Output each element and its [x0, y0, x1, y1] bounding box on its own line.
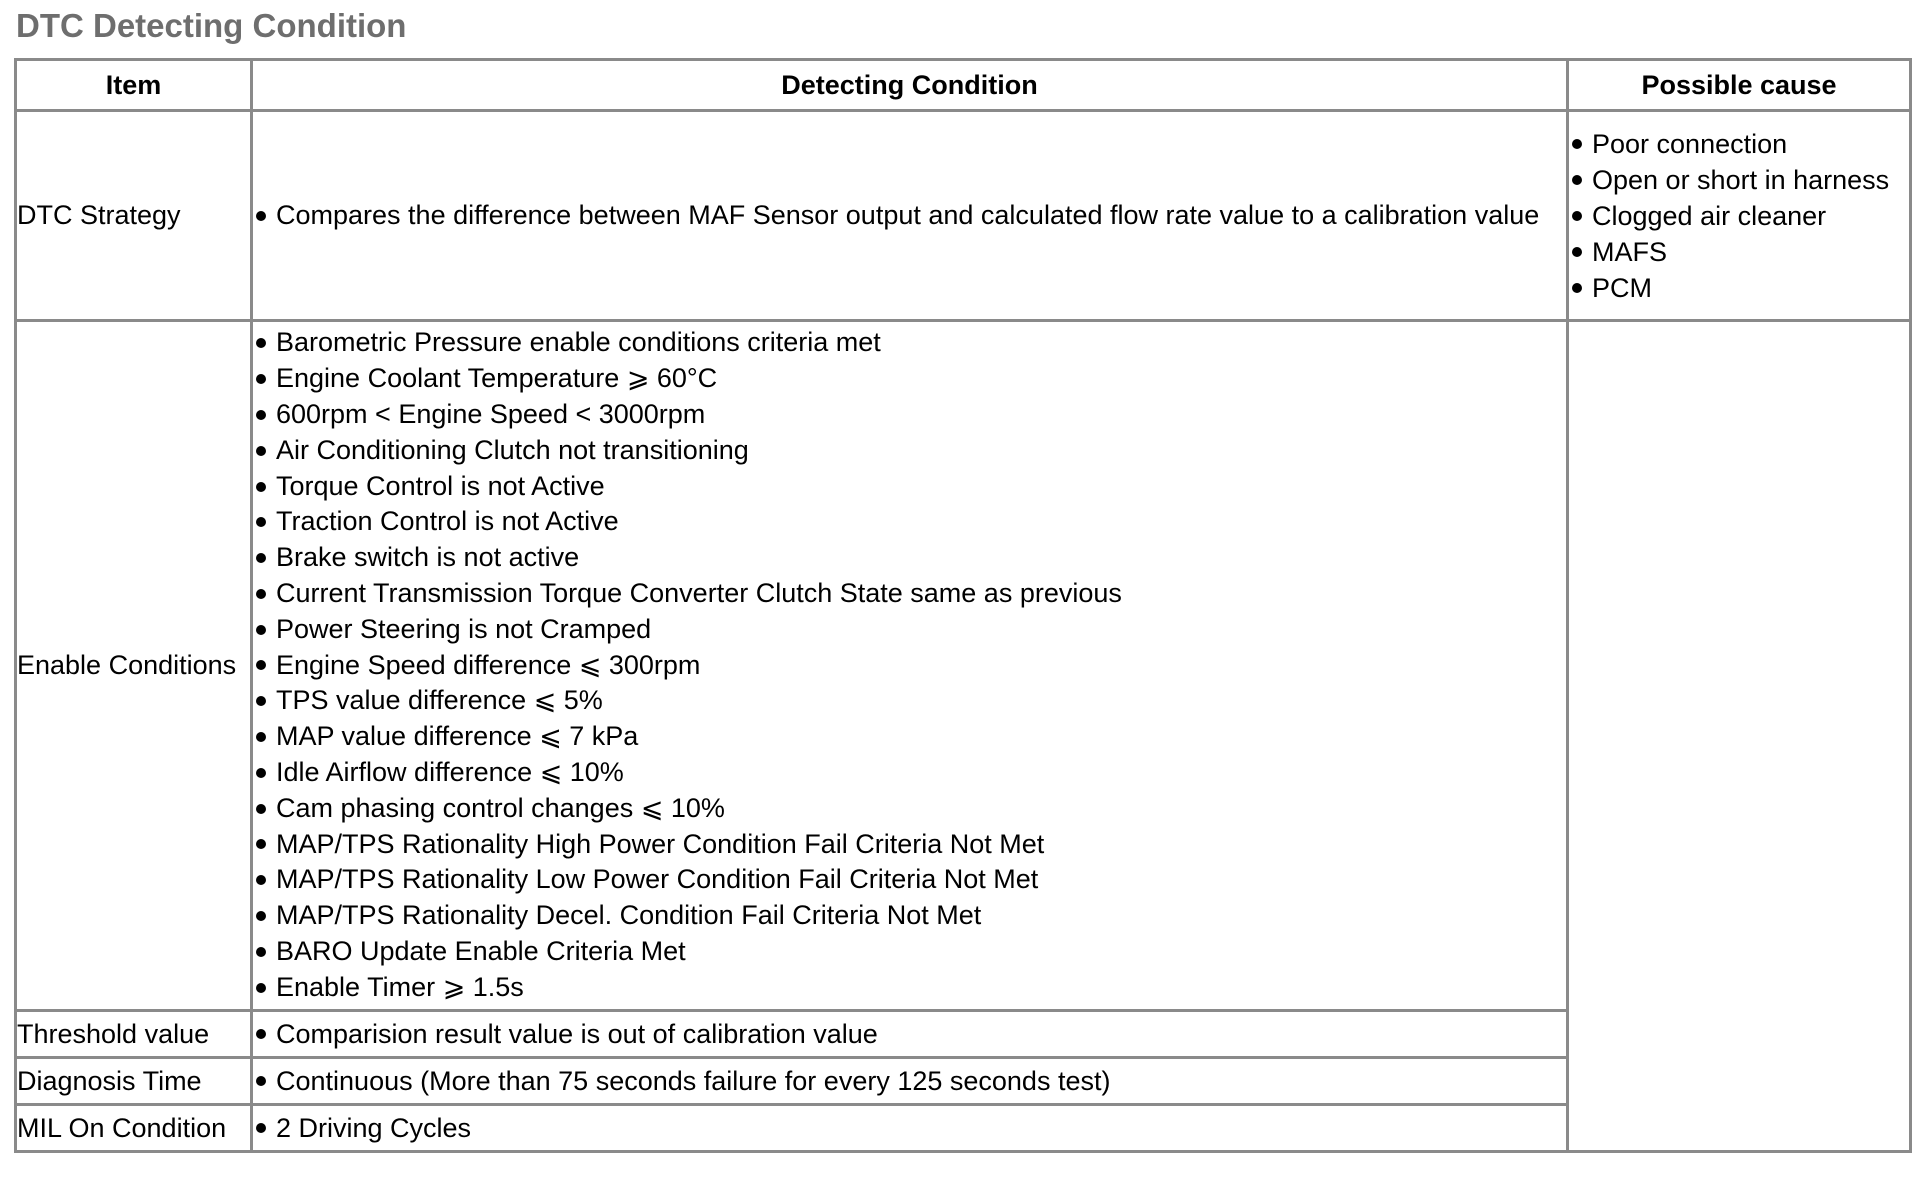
- list-item: Compares the difference between MAF Sensor output and calculated flow rate value to a calibration value: [253, 200, 1566, 231]
- list-item: Air Conditioning Clutch not transitioning: [253, 433, 1566, 469]
- list-item: PCM: [1569, 270, 1909, 306]
- item-cell: Threshold value: [16, 1011, 252, 1058]
- list-item: BARO Update Enable Criteria Met: [253, 934, 1566, 970]
- condition-cell: [252, 1058, 1568, 1105]
- list-item: Engine Speed difference ⩽ 300rpm: [253, 648, 1566, 684]
- condition-list: [253, 325, 1566, 1005]
- list-item: Traction Control is not Active: [253, 504, 1566, 540]
- list-item: Continuous (More than 75 seconds failure for every 125 seconds test): [253, 1066, 1566, 1097]
- list-item: MAFS: [1569, 234, 1909, 270]
- list-item: MAP value difference ⩽ 7 kPa: [253, 719, 1566, 755]
- condition-list: [253, 1113, 1566, 1144]
- list-item: MAP/TPS Rationality High Power Condition Fail Criteria Not Met: [253, 827, 1566, 863]
- list-item: Open or short in harness: [1569, 162, 1909, 198]
- condition-list: [253, 200, 1566, 231]
- condition-cell: [252, 1105, 1568, 1152]
- item-cell: Diagnosis Time: [16, 1058, 252, 1105]
- dtc-table: [14, 58, 1912, 1153]
- condition-list: [253, 1019, 1566, 1050]
- list-item: Idle Airflow difference ⩽ 10%: [253, 755, 1566, 791]
- page-title: DTC Detecting Condition: [16, 7, 407, 44]
- list-item: Torque Control is not Active: [253, 469, 1566, 505]
- table-row: [16, 321, 1911, 1011]
- condition-cell: [252, 321, 1568, 1011]
- list-item: Engine Coolant Temperature ⩾ 60°C: [253, 361, 1566, 397]
- possible-cause-list: [1569, 126, 1909, 306]
- list-item: 600rpm < Engine Speed < 3000rpm: [253, 397, 1566, 433]
- condition-cell: [252, 111, 1568, 321]
- list-item: Power Steering is not Cramped: [253, 612, 1566, 648]
- list-item: Clogged air cleaner: [1569, 198, 1909, 234]
- possible-cause-cell: [1568, 111, 1911, 321]
- list-item: MAP/TPS Rationality Decel. Condition Fail Criteria Not Met: [253, 898, 1566, 934]
- list-item: 2 Driving Cycles: [253, 1113, 1566, 1144]
- condition-cell: [252, 1011, 1568, 1058]
- possible-cause-empty-cell: [1568, 321, 1911, 1152]
- condition-list: [253, 1066, 1566, 1097]
- list-item: Cam phasing control changes ⩽ 10%: [253, 791, 1566, 827]
- list-item: Current Transmission Torque Converter Clutch State same as previous: [253, 576, 1566, 612]
- header-item: Item: [16, 60, 252, 111]
- list-item: MAP/TPS Rationality Low Power Condition Fail Criteria Not Met: [253, 862, 1566, 898]
- header-possible-cause: Possible cause: [1568, 60, 1911, 111]
- list-item: Brake switch is not active: [253, 540, 1566, 576]
- list-item: Comparision result value is out of calibration value: [253, 1019, 1566, 1050]
- table-row: [16, 111, 1911, 321]
- list-item: TPS value difference ⩽ 5%: [253, 683, 1566, 719]
- list-item: Barometric Pressure enable conditions criteria met: [253, 325, 1566, 361]
- list-item: Poor connection: [1569, 126, 1909, 162]
- item-cell: MIL On Condition: [16, 1105, 252, 1152]
- list-item: Enable Timer ⩾ 1.5s: [253, 970, 1566, 1006]
- header-detecting-condition: Detecting Condition: [252, 60, 1568, 111]
- item-cell: DTC Strategy: [16, 111, 252, 321]
- item-cell: Enable Conditions: [16, 321, 252, 1011]
- table-header-row: [16, 60, 1911, 111]
